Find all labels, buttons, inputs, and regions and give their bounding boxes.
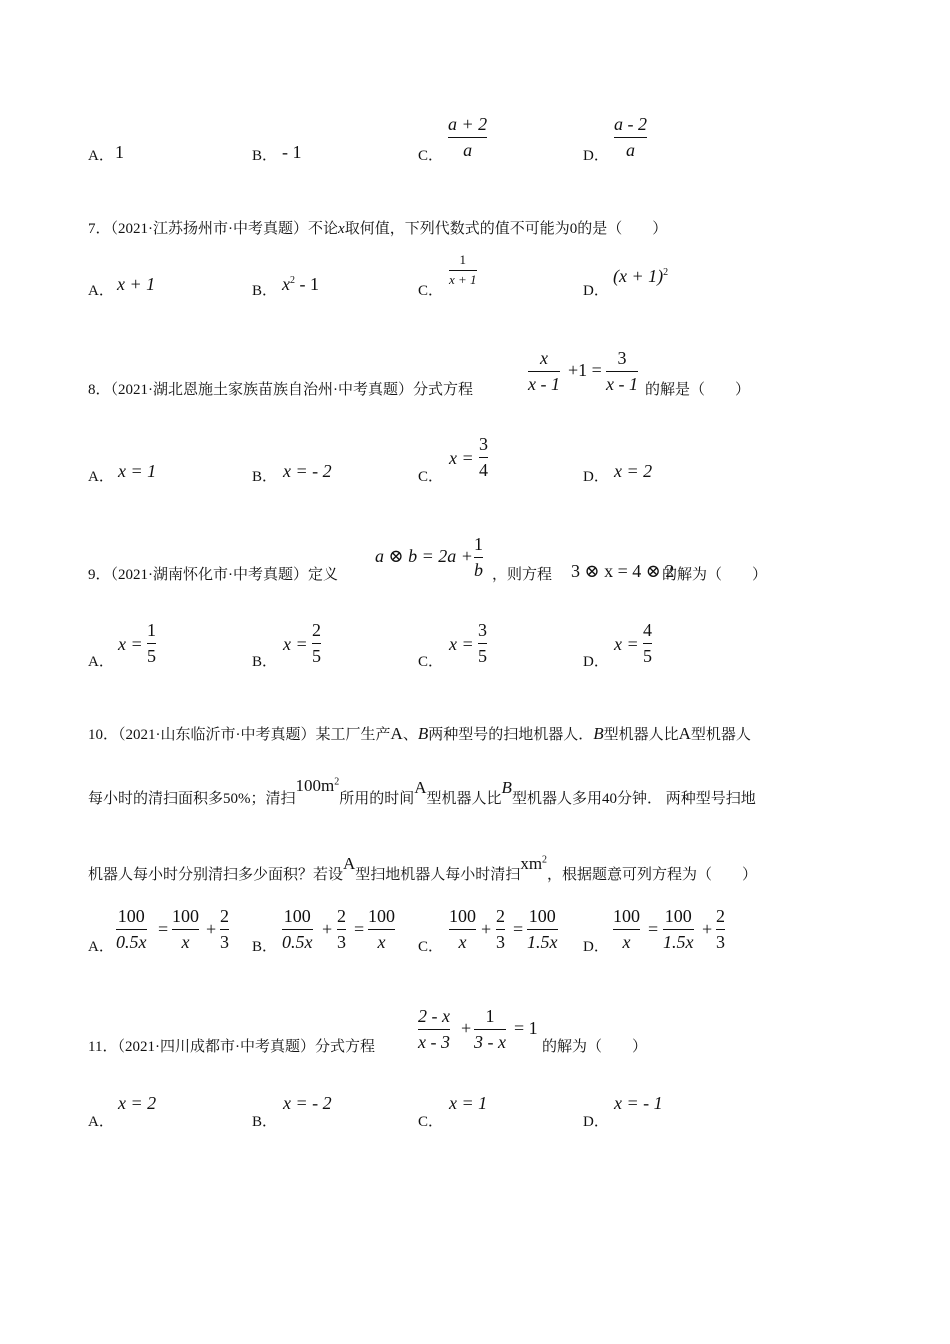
denominator: x — [458, 931, 467, 952]
denominator: 3 - x — [474, 1031, 506, 1052]
numerator: 100 — [528, 906, 556, 926]
stem-text: 型机器人 — [690, 727, 751, 743]
numerator: x — [539, 348, 548, 368]
q9-stem-prefix — [88, 563, 338, 584]
q10-d-term2 — [663, 906, 694, 952]
q10-a-term2 — [172, 906, 199, 952]
stem-text: 型扫地机器人每小时清扫 — [355, 867, 521, 883]
q8-stem-prefix — [88, 378, 473, 399]
q10-b-op1: + — [322, 919, 333, 939]
q6-option-b-label[interactable]: B． — [252, 148, 278, 164]
xm: xm — [520, 854, 543, 873]
stem-text: 定义 — [308, 567, 339, 583]
denominator: x — [377, 931, 386, 952]
q11-equals-one: = 1 — [514, 1018, 538, 1038]
numerator: 100 — [664, 906, 692, 926]
denominator: 5 — [643, 645, 652, 666]
denominator: a — [626, 139, 635, 160]
type-a: A — [343, 854, 356, 873]
q8-option-a-value: x = 1 — [118, 461, 157, 481]
q9-option-a-label[interactable]: A． — [88, 654, 114, 670]
q10-c-term2 — [496, 906, 505, 952]
q11-option-b-value: x = - 2 — [283, 1093, 332, 1113]
q8-mid: +1 = — [568, 360, 602, 380]
q9-option-d-prefix: x = — [614, 634, 639, 654]
q10-c-op1: + — [481, 919, 492, 939]
denominator: x — [181, 931, 190, 952]
numerator: 2 — [220, 906, 229, 926]
question-number: 10． — [88, 727, 119, 743]
q10-b-term1 — [282, 906, 313, 952]
stem-text: 型机器人多用40分钟． 两种型号扫地 — [511, 791, 756, 807]
q10-d-op2: + — [702, 919, 713, 939]
q9-stem-suffix: 的解为（ ） — [662, 567, 768, 583]
denominator: x - 1 — [606, 373, 638, 394]
numerator: 4 — [643, 620, 652, 640]
q10-a-term3 — [220, 906, 229, 952]
denominator: 0.5x — [116, 931, 147, 952]
numerator: 1 — [147, 620, 156, 640]
q11-fraction-left — [418, 1006, 450, 1052]
exponent: 2 — [290, 275, 295, 286]
denominator: 0.5x — [282, 931, 313, 952]
q8-stem-suffix: 的解是（ ） — [645, 382, 751, 398]
q6-option-c-fraction — [448, 114, 487, 160]
base: (x + 1) — [613, 266, 664, 286]
q6-option-d-fraction — [614, 114, 647, 160]
area — [296, 776, 340, 795]
q9-option-b-prefix: x = — [283, 634, 308, 654]
q9-option-c-prefix: x = — [449, 634, 474, 654]
q8-option-c-fraction — [479, 434, 488, 480]
numerator: 100 — [172, 906, 199, 926]
q9-option-a-prefix: x = — [118, 634, 143, 654]
stem-text: 型机器人比 — [603, 727, 679, 743]
numerator: 1 — [474, 534, 483, 554]
numerator: 3 — [478, 620, 487, 640]
q9-option-d-label[interactable]: D． — [583, 654, 609, 670]
q11-plus: + — [461, 1018, 472, 1038]
q8-fraction-right — [606, 348, 638, 394]
numerator: a + 2 — [448, 114, 488, 134]
question-source: （2021·湖北恩施土家族苗族自治州·中考真题） — [110, 382, 414, 398]
stem-text: 某工厂生产 — [315, 727, 391, 743]
unit-xm2 — [520, 854, 547, 873]
stem-text: 、 — [402, 727, 418, 743]
q11-stem-prefix — [88, 1035, 375, 1056]
stem-text: 所用的时间 — [339, 791, 415, 807]
q10-b-op2: = — [354, 919, 365, 939]
q8-option-c-prefix: x = — [449, 448, 474, 468]
stem-text: 两种型号的扫地机器人． — [428, 727, 594, 743]
denominator: a — [463, 139, 473, 160]
numerator: 100 — [283, 906, 311, 926]
type-b: B — [593, 724, 604, 743]
q7-option-c-label[interactable]: C． — [418, 283, 444, 299]
q6-option-d-label[interactable]: D． — [583, 148, 609, 164]
denominator: 5 — [147, 645, 156, 666]
q7-option-c-fraction — [449, 253, 477, 288]
q9-option-b-label[interactable]: B． — [252, 654, 278, 670]
question-source: （2021·江苏扬州市·中考真题） — [110, 221, 309, 237]
denominator: 3 — [496, 931, 505, 952]
q6-option-a-label[interactable]: A． — [88, 148, 114, 164]
q9-option-b-fraction — [312, 620, 321, 666]
stem-text: 分式方程 — [413, 382, 474, 398]
numerator: a - 2 — [614, 114, 647, 134]
denominator: b — [474, 559, 483, 580]
numerator: 2 — [496, 906, 505, 926]
type-b: B — [501, 778, 512, 797]
q11-option-b-label[interactable]: B． — [252, 1114, 278, 1130]
denominator: 3 — [716, 931, 725, 952]
q10-line-2 — [88, 776, 756, 808]
numerator: 100 — [449, 906, 476, 926]
q10-b-term3 — [368, 906, 395, 952]
q10-b-term2 — [337, 906, 346, 952]
q11-fraction-right — [474, 1006, 506, 1052]
q10-a-op2: + — [206, 919, 217, 939]
q8-option-b-label[interactable]: B． — [252, 469, 278, 485]
type-a: A — [678, 724, 691, 743]
question-number: 7． — [88, 221, 111, 237]
q9-definition: a ⊗ b = 2a + — [375, 546, 473, 566]
rest: - 1 — [295, 274, 319, 294]
variable: x — [338, 221, 345, 237]
q10-option-d-label[interactable]: D． — [583, 939, 609, 955]
q11-option-a-value: x = 2 — [118, 1093, 157, 1113]
denominator: x - 1 — [528, 373, 560, 394]
q8-option-a-label[interactable]: A． — [88, 469, 114, 485]
type-b: B — [417, 724, 429, 743]
q8-fraction-left — [528, 348, 560, 394]
numerator: 1 — [459, 252, 467, 267]
q10-a-op1: = — [158, 919, 169, 939]
numerator: 2 — [716, 906, 725, 926]
q10-d-term3 — [716, 906, 725, 952]
question-source: （2021·山东临沂市·中考真题） — [118, 727, 316, 743]
numerator: 3 — [617, 348, 627, 368]
type-a: A — [390, 724, 403, 743]
stem-text: 机器人每小时分别清扫多少面积？若设 — [88, 867, 344, 883]
question-number: 11． — [88, 1039, 118, 1055]
exponent: 2 — [334, 776, 340, 788]
stem-text: 取何值，下列代数式的值不可能为0的是（ ） — [344, 221, 668, 237]
q10-line-3 — [88, 854, 758, 884]
denominator: x - 3 — [418, 1031, 450, 1052]
exponent: 2 — [663, 267, 669, 278]
type-a: A — [414, 778, 427, 797]
q9-equation: 3 ⊗ x = 4 ⊗ 2 — [571, 561, 675, 581]
q9-option-c-label[interactable]: C． — [418, 654, 444, 670]
q7-option-b-label[interactable]: B． — [252, 283, 278, 299]
q11-option-c-label[interactable]: C． — [418, 1114, 444, 1130]
q9-option-d-fraction — [643, 620, 652, 666]
q10-a-term1 — [116, 906, 147, 952]
q7-option-d-value — [613, 266, 668, 287]
q8-option-b-value: x = - 2 — [283, 461, 332, 481]
numerator: 100 — [117, 906, 145, 926]
q10-c-term3 — [527, 906, 558, 952]
denominator: 4 — [479, 459, 488, 480]
stem-text: 不论 — [308, 221, 339, 237]
numerator: 1 — [485, 1006, 495, 1026]
question-number: 8． — [88, 382, 111, 398]
q10-option-c-label[interactable]: C． — [418, 939, 444, 955]
q10-c-op2: = — [513, 919, 524, 939]
q11-option-d-label[interactable]: D． — [583, 1114, 609, 1130]
question-source: （2021·四川成都市·中考真题） — [117, 1039, 315, 1055]
question-number: 9． — [88, 567, 111, 583]
base: x — [282, 274, 290, 294]
denominator: 1.5x — [663, 931, 694, 952]
denominator: x + 1 — [449, 271, 477, 287]
question-source: （2021·湖南怀化市·中考真题） — [110, 567, 309, 583]
stem-text: 分式方程 — [314, 1039, 375, 1055]
numerator: 2 — [312, 620, 321, 640]
q10-d-term1 — [613, 906, 640, 952]
q10-line-1 — [88, 723, 751, 744]
q7-option-a-value: x + 1 — [117, 274, 156, 294]
q9-stem-mid: ，则方程 — [492, 567, 553, 583]
numerator: 100 — [613, 906, 640, 926]
q11-option-c-value: x = 1 — [449, 1093, 488, 1113]
q6-option-a-value: 1 — [115, 142, 124, 162]
q11-option-d-value: x = - 1 — [614, 1093, 663, 1113]
q9-option-c-fraction — [478, 620, 487, 666]
q8-option-c-label[interactable]: C． — [418, 469, 444, 485]
exponent: 2 — [542, 854, 548, 866]
q9-option-a-fraction — [147, 620, 156, 666]
q10-d-op1: = — [648, 919, 659, 939]
q6-option-b-value: - 1 — [282, 142, 302, 162]
q10-option-b-label[interactable]: B． — [252, 939, 278, 955]
q8-option-d-label[interactable]: D． — [583, 469, 609, 485]
q7-option-d-label[interactable]: D． — [583, 283, 609, 299]
q10-c-term1 — [449, 906, 476, 952]
stem-text: 型机器人比 — [426, 791, 502, 807]
q10-option-a-label[interactable]: A． — [88, 939, 114, 955]
q7-option-b-value — [282, 274, 319, 295]
q7-stem — [88, 217, 667, 238]
numerator: 2 - x — [418, 1006, 450, 1026]
stem-text: ，根据题意可列方程为（ ） — [547, 867, 758, 883]
numerator: 100 — [368, 906, 395, 926]
numerator: 3 — [479, 434, 488, 454]
q8-option-d-value: x = 2 — [614, 461, 653, 481]
denominator: 1.5x — [527, 931, 558, 952]
denominator: 3 — [337, 931, 346, 952]
denominator: x — [622, 931, 631, 952]
denominator: 3 — [220, 931, 229, 952]
denominator: 5 — [312, 645, 321, 666]
q9-definition-fraction — [474, 534, 483, 580]
q11-stem-suffix: 的解为（ ） — [542, 1039, 648, 1055]
q7-option-a-label[interactable]: A． — [88, 283, 114, 299]
q11-option-a-label[interactable]: A． — [88, 1114, 114, 1130]
numerator: 2 — [337, 906, 346, 926]
area-value: 100m — [295, 776, 335, 795]
stem-text: 每小时的清扫面积多50%；清扫 — [88, 791, 296, 807]
denominator: 5 — [478, 645, 487, 666]
q6-option-c-label[interactable]: C． — [418, 148, 444, 164]
